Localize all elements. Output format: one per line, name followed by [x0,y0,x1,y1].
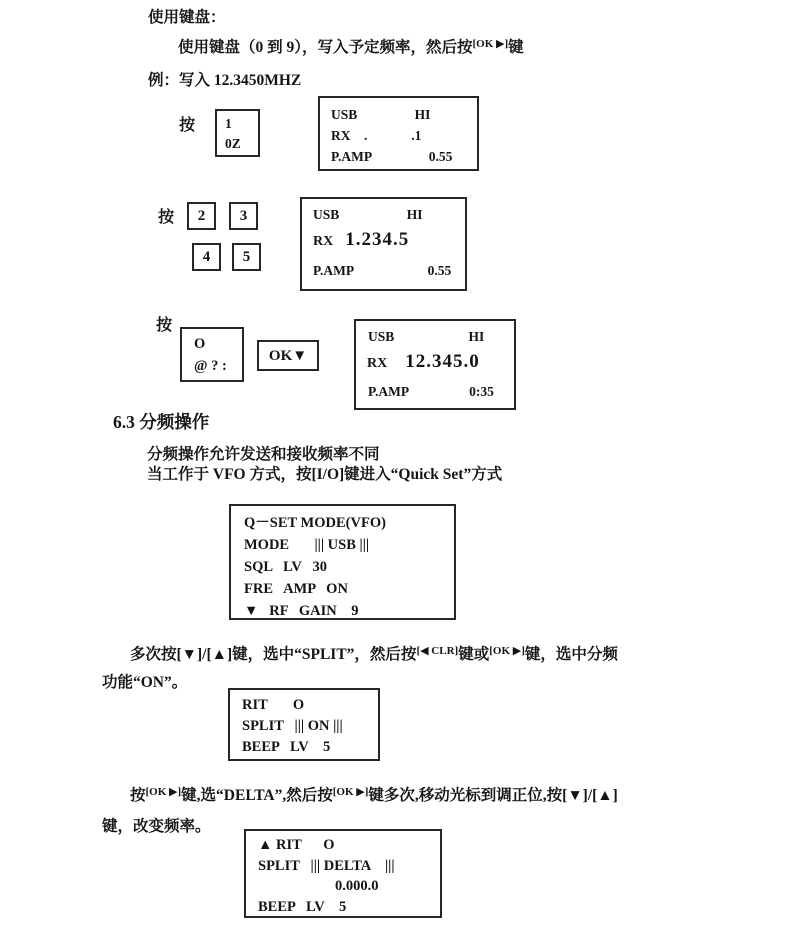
lcd-screen-qset [229,504,456,620]
lcd-screen-1 [318,96,479,171]
key-0z-label: 0Z [225,136,241,151]
key-1-label: 1 [225,116,232,131]
key-4: 4 [192,243,221,271]
key-o-symbols [180,327,244,382]
qset-sql: SQL LV 30 [244,559,328,575]
section-paragraph-1: 分频操作允许发送和接收频率不同 [147,446,380,463]
section-heading: 6.3 分频操作 [113,412,210,432]
rx-frequency-value: 1.234.5 [345,229,410,250]
delta-beep-line: BEEP LV 5 [258,898,347,915]
lcd-screen-3 [354,319,516,410]
delta-frequency-value: 0.000.0 [335,878,379,894]
qset-fre-amp: FRE AMP ON [244,581,348,597]
key-o-label: O [194,336,206,352]
press-label-2: 按 [158,209,175,226]
press-label-1: 按 [179,117,196,134]
lcd-screen-rit [228,688,380,761]
screen2-line-rx [313,229,465,251]
screen3-line-pamp: P.AMP 0:35 [368,384,494,399]
rx-frequency-value: 12.345.0 [405,351,480,372]
delta-split-line: SPLIT ||| DELTA ||| [258,857,395,874]
qset-title: Q－SET MODE(VFO) [244,515,386,531]
section-paragraph-2: 当工作于 VFO 方式，按[I/O]键进入“Quick Set”方式 [147,466,503,483]
rit-line: RIT O [242,697,305,713]
delta-rit-line: ▲ RIT O [258,837,335,853]
rit-split-on: SPLIT ||| ON ||| [242,718,343,734]
screen3-line-rx [367,351,514,373]
rx-label: RX [313,234,334,249]
rx-label: RX [367,356,388,371]
press-label-3: 按 [156,317,173,334]
screen3-line-mode: USB HI [368,329,485,344]
split-paragraph-line1: 多次按[▼]/[▲]键，选中“SPLIT”，然后按[◀ CLR]键或[OK ▶]键，选中分频 [130,645,618,663]
key-symbols-label: @ ? : [194,358,227,374]
key-ok: OK▼ [257,340,319,371]
intro-instruction: 使用键盘（0 到 9），写入予定频率，然后按[OK ▶]键 [178,38,524,56]
intro-heading: 使用键盘： [148,9,226,26]
delta-paragraph-line1: 按[OK ▶]键,选“DELTA”,然后按[OK ▶]键多次,移动光标到调正位,按[▼]/[▲] [130,786,618,804]
screen1-line-pamp: P.AMP 0.55 [331,149,453,164]
screen1-line-mode: USB HI [331,107,431,122]
rit-beep: BEEP LV 5 [242,739,331,755]
screen1-line-rx: RX . .1 [331,128,422,143]
split-paragraph-line2: 功能“ON”。 [102,674,188,691]
screen2-line-pamp: P.AMP 0.55 [313,263,452,278]
screen2-line-mode: USB HI [313,207,423,222]
lcd-screen-delta [244,829,442,918]
qset-rf-gain: ▼ RF GAIN 9 [244,603,359,619]
key-1-0z [215,109,260,157]
key-5: 5 [232,243,261,271]
qset-mode: MODE ||| USB ||| [244,537,370,553]
key-2: 2 [187,202,216,230]
lcd-screen-2 [300,197,467,291]
example-line: 例：写入 12.3450MHZ [148,72,302,89]
delta-paragraph-line2: 键，改变频率。 [102,818,211,835]
key-3: 3 [229,202,258,230]
